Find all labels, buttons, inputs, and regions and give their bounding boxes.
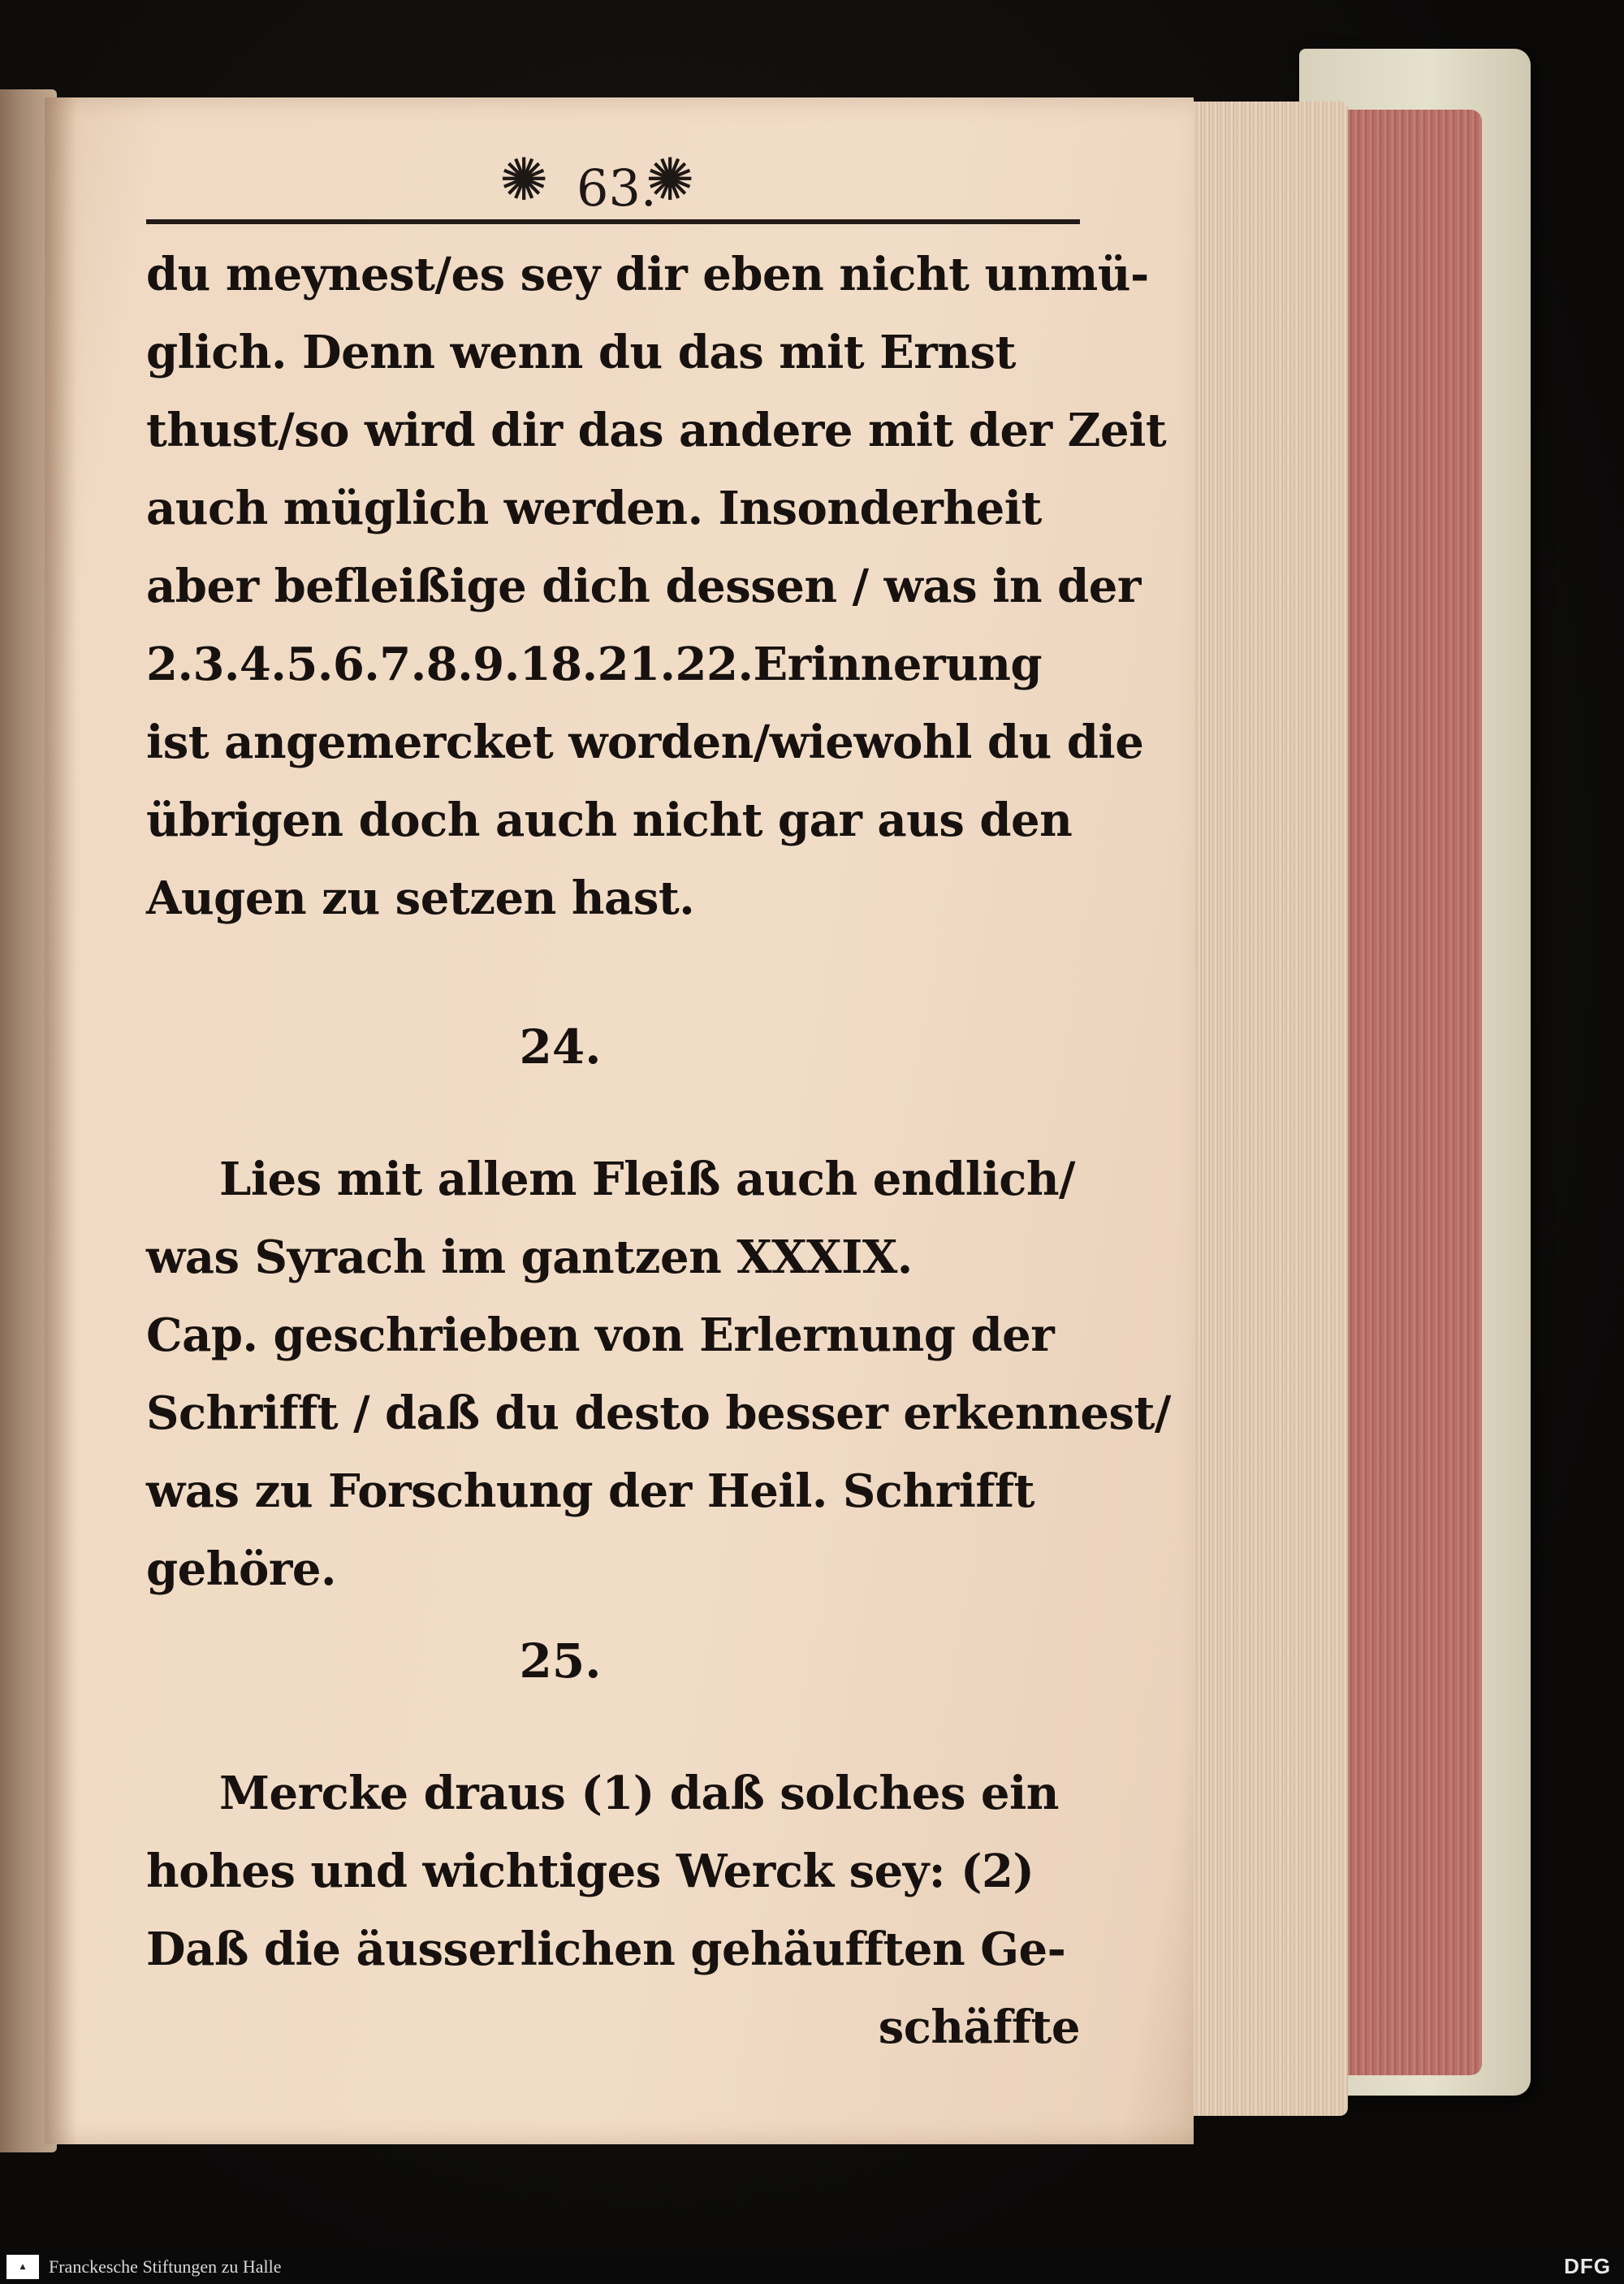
text-line: thust/so wird dir das andere mit der Zeit — [146, 404, 1167, 457]
text-line: Augen zu setzen hast. — [146, 872, 695, 925]
page-stack-edge — [1177, 102, 1348, 2116]
text-line: gehöre. — [146, 1542, 336, 1596]
catchword: schäffte — [878, 2001, 1080, 2054]
text-line: Cap. geschrieben von Erlernung der — [146, 1309, 1055, 1362]
page-gutter — [45, 97, 77, 2144]
text-line: glich. Denn wenn du das mit Ernst — [146, 326, 1016, 379]
ornament-right-icon: ✺ — [646, 145, 695, 214]
text-line: du meynest/es sey dir eben nicht unmü- — [146, 248, 1149, 301]
text-line: auch müglich werden. Insonderheit — [146, 482, 1042, 535]
page-header — [146, 142, 1080, 223]
text-line: Lies mit allem Fleiß auch endlich/ — [219, 1153, 1075, 1206]
header-rule — [146, 219, 1080, 224]
text-line: hohes und wichtiges Werck sey: (2) — [146, 1845, 1034, 1898]
text-line: 2.3.4.5.6.7.8.9.18.21.22.Erinnerung — [146, 638, 1043, 691]
text-line: Daß die äusserlichen gehäufften Ge- — [146, 1923, 1066, 1976]
institution-name: Franckesche Stiftungen zu Halle — [49, 2256, 282, 2277]
ornament-left-icon: ✺ — [499, 145, 549, 214]
text-line: was zu Forschung der Heil. Schrifft — [146, 1464, 1034, 1518]
text-line: ist angemercket worden/wiewohl du die — [146, 716, 1144, 769]
red-page-edge — [1332, 110, 1482, 2075]
page-number: 63. — [577, 158, 657, 218]
institution-logo-icon: ▲ — [6, 2255, 39, 2279]
text-line: übrigen doch auch nicht gar aus den — [146, 794, 1073, 847]
text-line: Mercke draus (1) daß solches ein — [219, 1767, 1059, 1820]
section-number: 25. — [519, 1633, 602, 1689]
text-line: was Syrach im gantzen XXXIX. — [146, 1231, 913, 1284]
dfg-mark: DFG — [1564, 2254, 1611, 2278]
page-text — [146, 236, 1171, 2066]
section-number: 24. — [519, 1019, 602, 1075]
text-line: Schrifft / daß du desto besser erkennest/ — [146, 1386, 1171, 1440]
text-line: aber befleißige dich dessen / was in der — [146, 560, 1141, 613]
footer-bar — [0, 2250, 1624, 2284]
